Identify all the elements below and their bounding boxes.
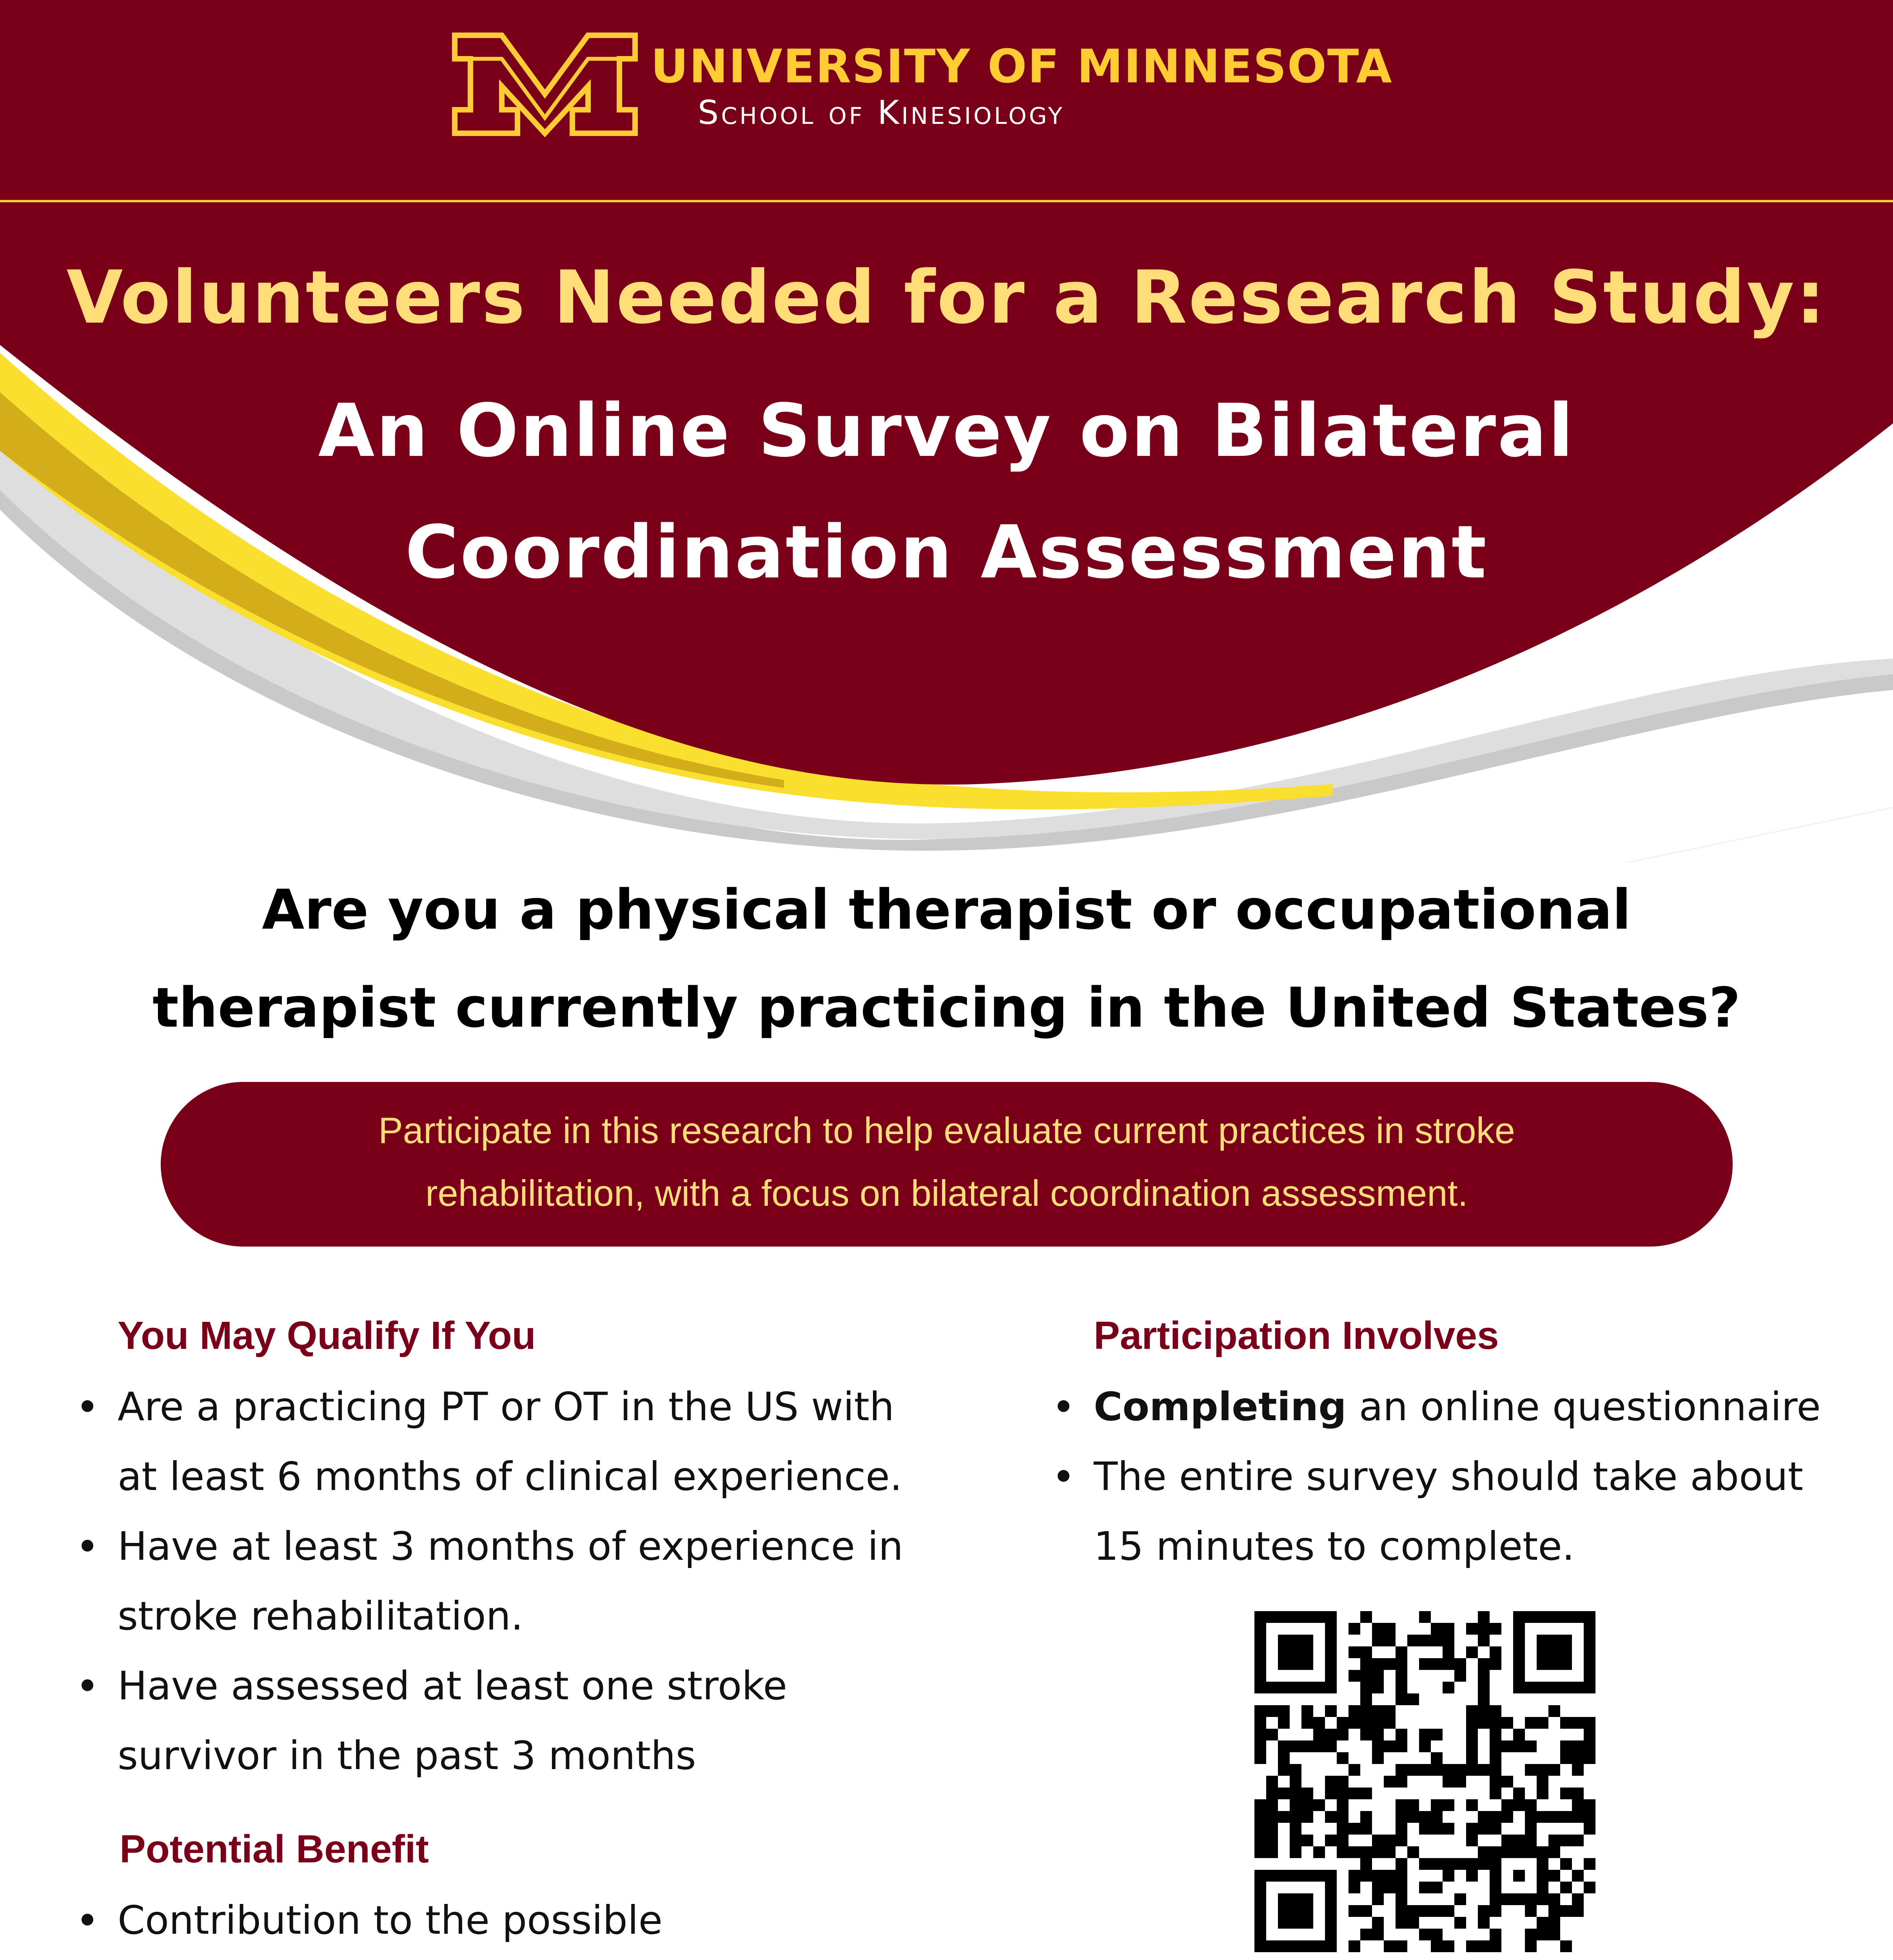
list-item: The entire survey should take about 15 minutes to complete. bbox=[1054, 1442, 1878, 1581]
bullet-icon bbox=[1058, 1470, 1069, 1482]
qualify-heading: You May Qualify If You bbox=[118, 1314, 536, 1357]
bullet-icon bbox=[1058, 1400, 1069, 1412]
list-item: Completing an online questionnaire bbox=[1054, 1372, 1878, 1442]
banner-line-1: Participate in this research to help evaluate current practices in stroke bbox=[378, 1110, 1515, 1151]
banner-line-2: rehabilitation, with a focus on bilateral coordination assessment. bbox=[425, 1172, 1468, 1214]
qualify-list bbox=[78, 1372, 1019, 1791]
question-line-1: Are you a physical therapist or occupational bbox=[262, 878, 1631, 942]
title-line-2: An Online Survey on Bilateral bbox=[318, 388, 1575, 473]
bullet-icon bbox=[82, 1540, 93, 1552]
list-item: Have at least 3 months of experience in stroke rehabilitation. bbox=[78, 1512, 1019, 1651]
bullet-icon bbox=[82, 1400, 93, 1412]
header-divider bbox=[0, 200, 1893, 202]
title-line-1: Volunteers Needed for a Research Study: bbox=[66, 255, 1827, 340]
university-name: UNIVERSITY OF MINNESOTA bbox=[651, 39, 1393, 93]
participation-heading: Participation Involves bbox=[1094, 1314, 1499, 1357]
participation-list bbox=[1054, 1372, 1878, 1581]
university-logo bbox=[451, 27, 639, 141]
list-item: Contribution to the possible bbox=[78, 1886, 1019, 1960]
school-name: School of Kinesiology bbox=[698, 93, 1065, 132]
benefit-list bbox=[78, 1886, 1019, 1960]
bullet-icon bbox=[82, 1679, 93, 1691]
title-line-3: Coordination Assessment bbox=[405, 510, 1488, 595]
list-item: Are a practicing PT or OT in the US with at least 6 months of clinical experience. bbox=[78, 1372, 1019, 1512]
list-item: Have assessed at least one stroke survivor in the past 3 months bbox=[78, 1651, 1019, 1791]
benefit-heading: Potential Benefit bbox=[120, 1827, 429, 1871]
question-line-2: therapist currently practicing in the United States? bbox=[152, 976, 1741, 1040]
bullet-icon bbox=[82, 1914, 93, 1926]
participation-banner bbox=[161, 1082, 1733, 1247]
qr-code-icon[interactable] bbox=[1254, 1611, 1595, 1952]
